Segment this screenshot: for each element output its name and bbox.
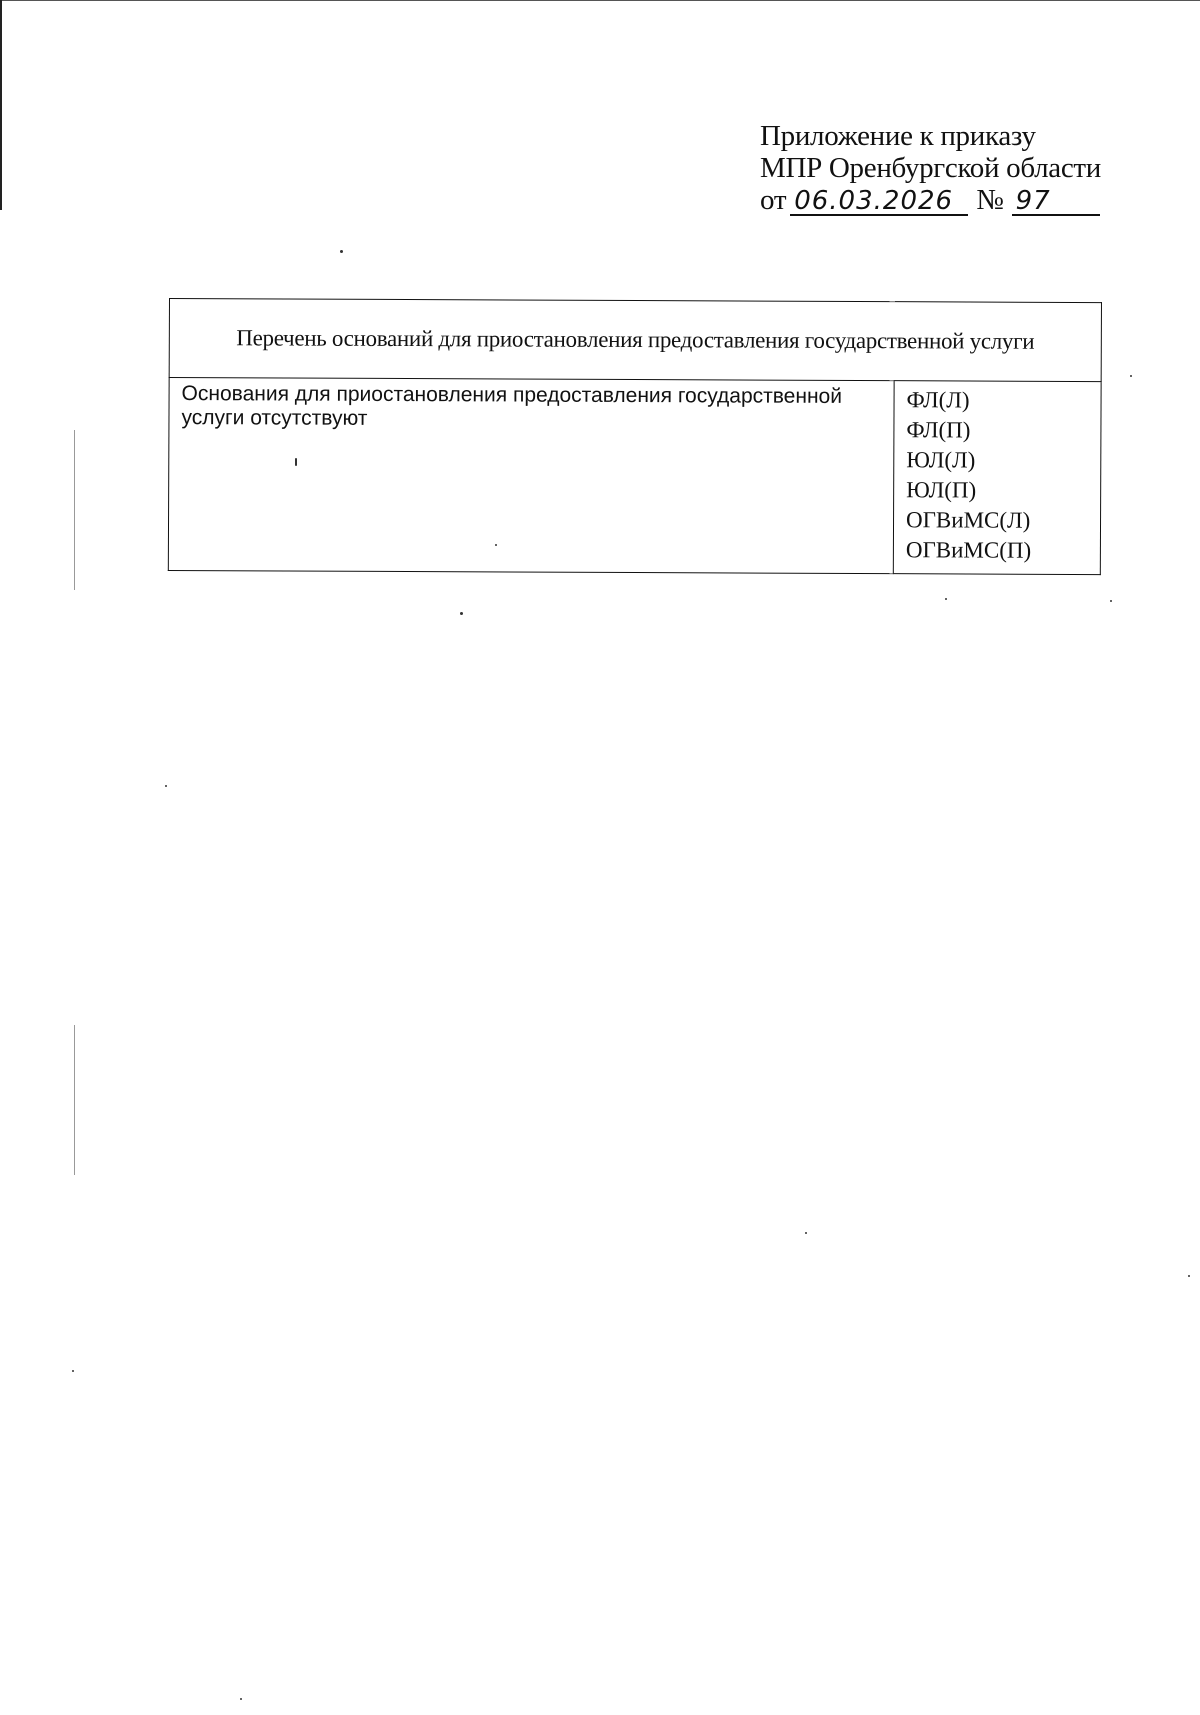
from-label: от bbox=[760, 184, 787, 216]
category-item: ФЛ(П) bbox=[906, 417, 971, 443]
order-date-handwritten: 06.03.2026 bbox=[790, 188, 968, 216]
suspension-grounds-table bbox=[168, 298, 1102, 575]
scan-top-edge bbox=[0, 0, 1200, 1]
scan-left-edge bbox=[0, 0, 2, 210]
category-item: ЮЛ(Л) bbox=[906, 447, 976, 473]
appendix-line-2: МПР Оренбургской области bbox=[760, 152, 1101, 184]
reason-cell: Основания для приостановления предоставления государственной услуги отсутствуют bbox=[168, 378, 894, 574]
category-cell bbox=[893, 381, 1101, 575]
category-item: ЮЛ(П) bbox=[906, 477, 977, 503]
category-item: ФЛ(Л) bbox=[906, 387, 970, 413]
appendix-line-1: Приложение к приказу bbox=[760, 120, 1036, 152]
category-item: ОГВиМС(П) bbox=[905, 537, 1032, 563]
category-item: ОГВиМС(Л) bbox=[905, 507, 1031, 533]
table-row bbox=[168, 378, 1101, 575]
number-label: № bbox=[976, 184, 1004, 216]
category-list bbox=[906, 385, 1089, 566]
table-title: Перечень оснований для приостановления предоставления государственной услуги bbox=[169, 299, 1101, 382]
order-reference bbox=[760, 184, 1160, 216]
appendix-header bbox=[760, 120, 1160, 216]
order-number-handwritten: 97 bbox=[1012, 188, 1100, 216]
table-header-row bbox=[169, 299, 1101, 382]
